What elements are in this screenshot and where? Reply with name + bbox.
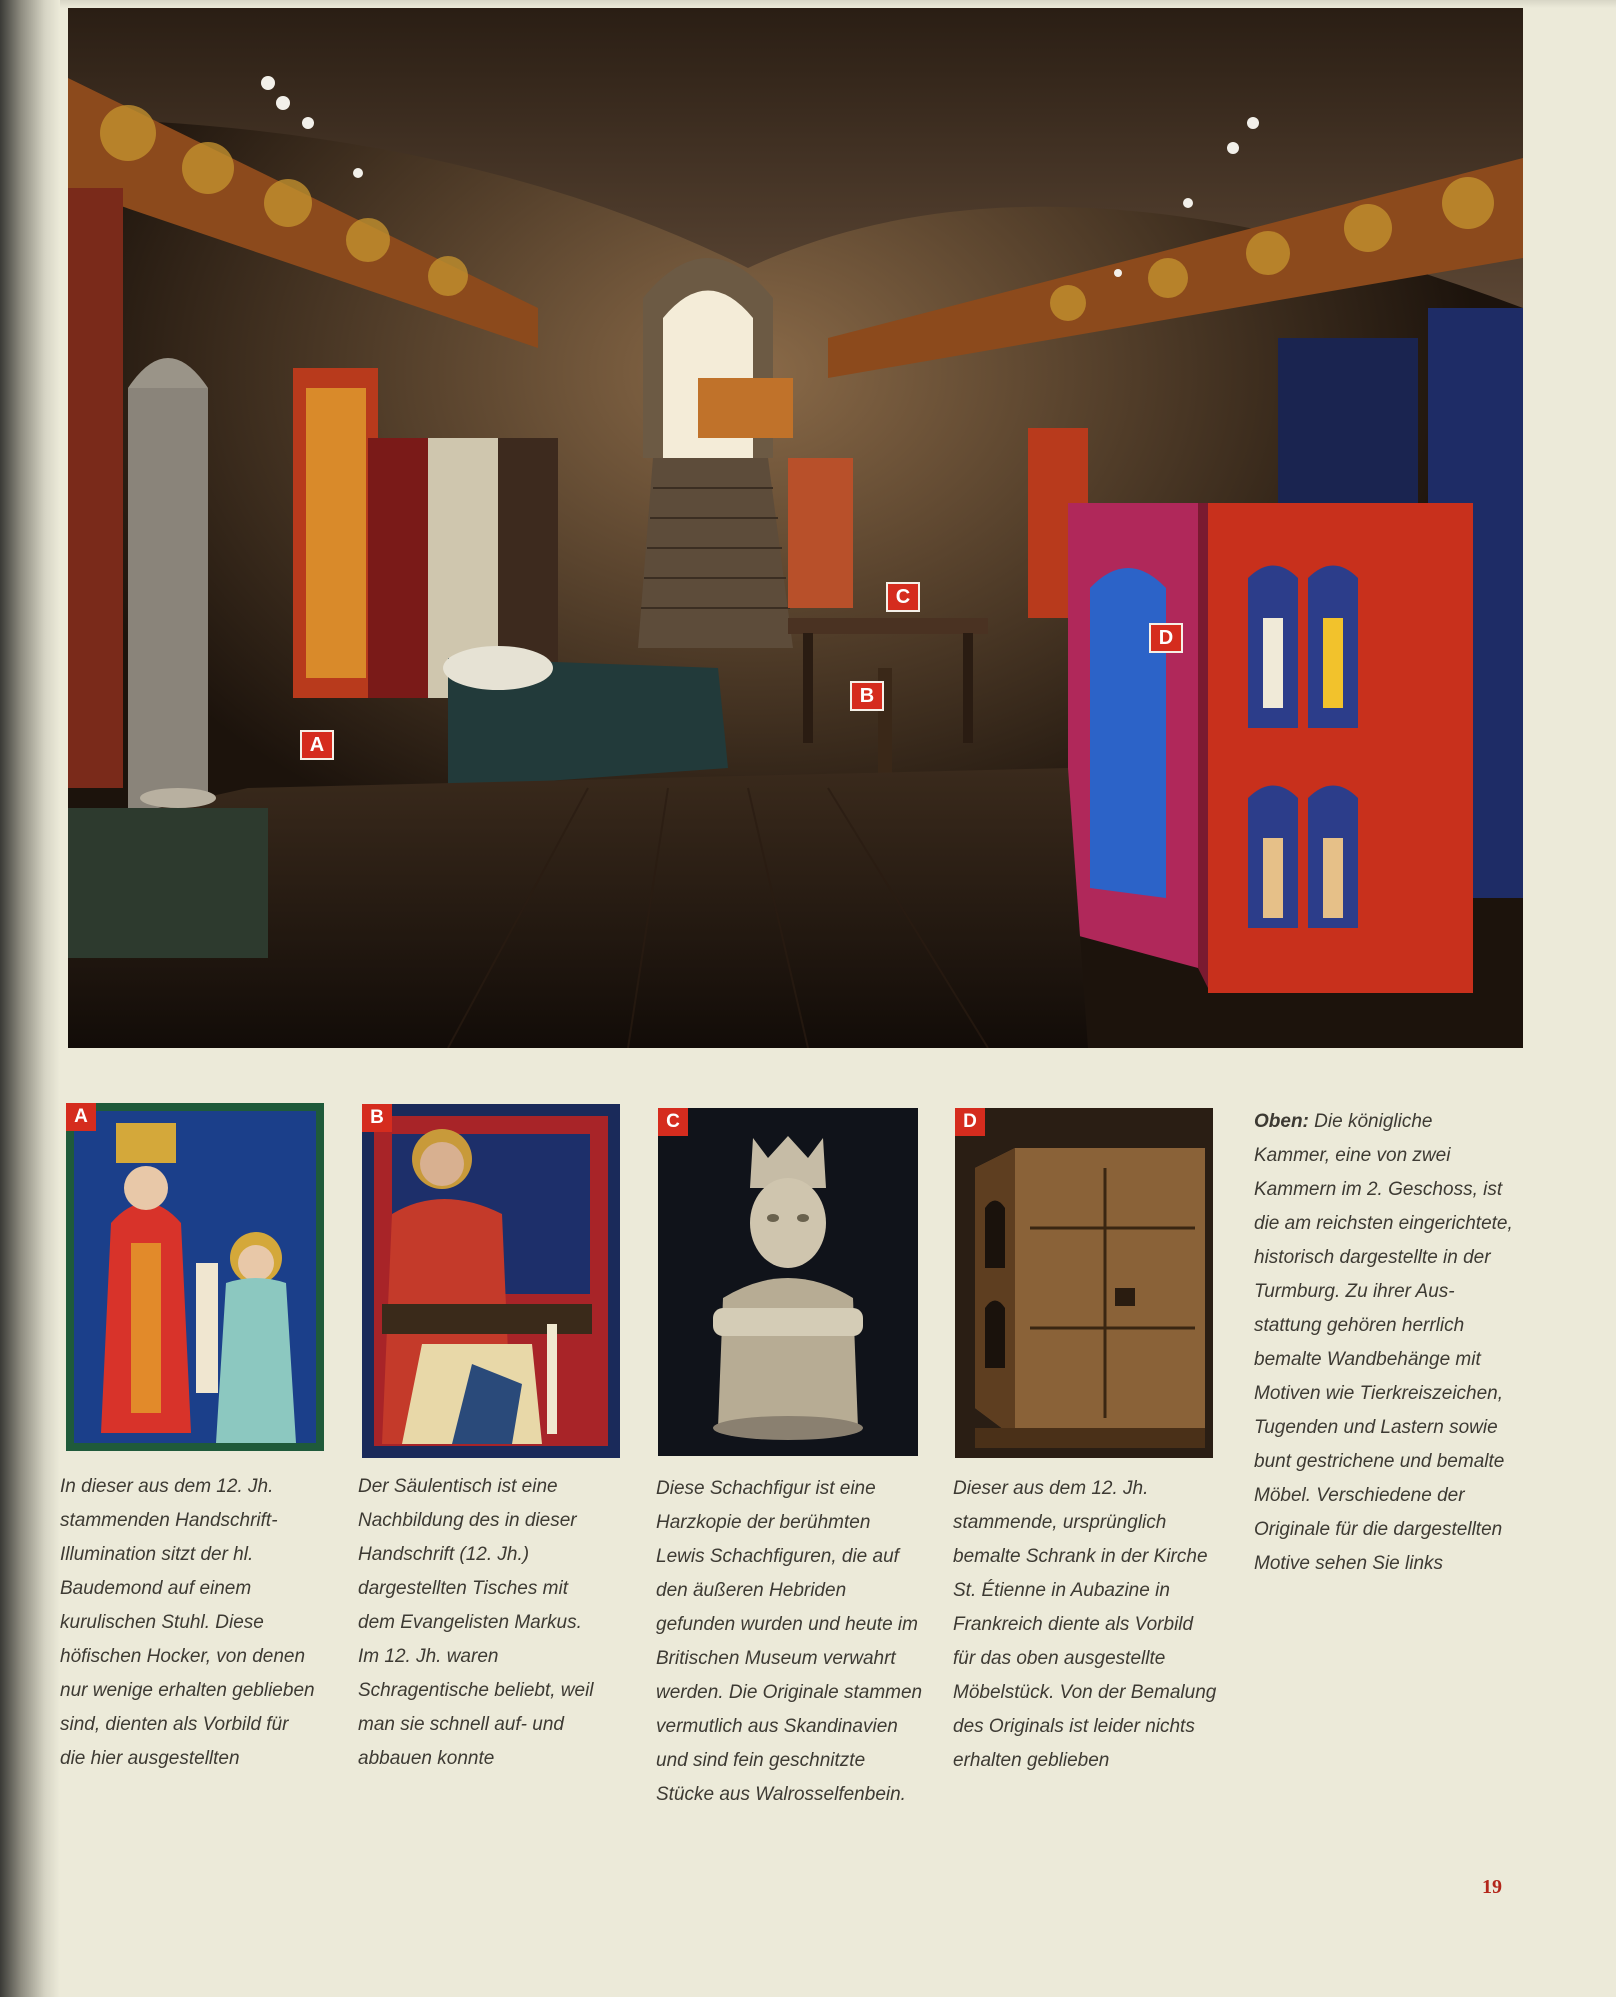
book-gutter-shadow bbox=[0, 0, 60, 1997]
caption-d: Dieser aus dem 12. Jh. stammende, ursprünglich bemalte Schrank in der Kirche St. Étienne in Aubazine in Frankreich diente als Vorbild für das oben ausgestellte Möbelstück. Von der Bemalung des Originals ist leider nichts erhalten geblieben bbox=[953, 1478, 1217, 1771]
royal-chamber-photo bbox=[68, 8, 1523, 1048]
caption-c: Diese Schachfigur ist eine Harzkopie der berühmten Lewis Schachfiguren, die auf den äußeren Hebriden gefunden wurden und heute im Britischen Museum verwahrt werden. Die Originale stammen vermutlich aus Skandinavien und sind fein geschnitzte Stücke aus Walrosselfenbein. bbox=[656, 1478, 923, 1805]
side-caption-lead: Oben: bbox=[1254, 1111, 1309, 1132]
thumb-tag-c: C bbox=[658, 1108, 688, 1136]
thumb-tag-d: D bbox=[955, 1108, 985, 1136]
callout-c: C bbox=[886, 582, 920, 612]
caption-a: In dieser aus dem 12. Jh. stammenden Handschrift- Illumination sitzt der hl. Baudemond auf einem kurulischen Stuhl. Diese höfischen Hocker, von denen nur wenige erhalten geblieben sind, dienten als Vorbild für die hier ausgestellten bbox=[60, 1476, 315, 1769]
page-number: 19 bbox=[1482, 1876, 1502, 1898]
royal-chamber-illustration bbox=[68, 8, 1523, 1048]
chess-piece-image bbox=[658, 1108, 918, 1456]
thumb-tag-a: A bbox=[66, 1103, 96, 1131]
callout-d: D bbox=[1149, 623, 1183, 653]
manuscript-illumination-drawing bbox=[66, 1103, 324, 1451]
evangelist-illumination-drawing bbox=[362, 1104, 620, 1458]
side-caption bbox=[1254, 1105, 1554, 1581]
page-top-edge bbox=[60, 0, 1616, 8]
thumb-tag-b: B bbox=[362, 1104, 392, 1132]
callout-b: B bbox=[850, 681, 884, 711]
wooden-cabinet-drawing bbox=[955, 1108, 1213, 1458]
side-caption-body: Die königliche Kammer, eine von zwei Kammern im 2. Geschoss, ist die am reichsten eingerichtete, historisch dargestellte in der Turmburg. Zu ihrer Aus- stattung gehören herrlich bemalte Wandbehänge mit Motiven wie Tierkreiszeichen, Tugenden und Lastern sowie bunt gestrichene und bemalte Möbel. Verschiedene der Originale für die dargestellten Motive sehen Sie links bbox=[1254, 1111, 1513, 1574]
manuscript-illumination-image bbox=[66, 1103, 324, 1451]
callout-a: A bbox=[300, 730, 334, 760]
wooden-cabinet-image bbox=[955, 1108, 1213, 1458]
chess-piece-drawing bbox=[658, 1108, 918, 1456]
evangelist-illumination-image bbox=[362, 1104, 620, 1458]
caption-b: Der Säulentisch ist eine Nachbildung des in dieser Handschrift (12. Jh.) dargestellten Tisches mit dem Evangelisten Markus. Im 12. Jh. waren Schragentische beliebt, weil man sie schnell auf- und abbauen konnte bbox=[358, 1476, 594, 1769]
